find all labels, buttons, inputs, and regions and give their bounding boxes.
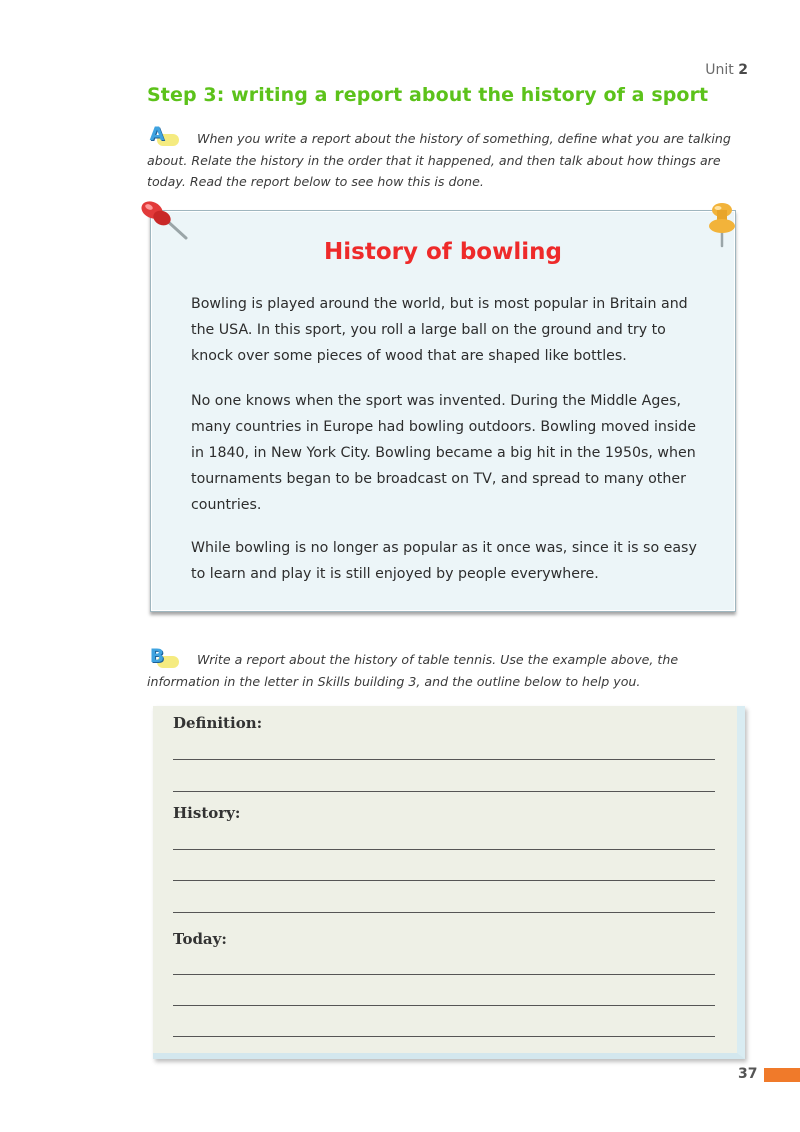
unit-label [705, 62, 748, 78]
unit-number: 2 [738, 62, 748, 78]
today-write-line-2[interactable] [173, 1005, 715, 1006]
report-paragraph-3: While bowling is no longer as popular as it once was, since it is so easy to learn and play it is still enjoyed by people everywhere. [191, 540, 697, 582]
section-b-badge: B [147, 646, 167, 666]
red-pushpin-icon [136, 198, 196, 246]
report-card [150, 210, 736, 612]
today-write-line-1[interactable] [173, 974, 715, 975]
definition-label: Definition: [173, 714, 263, 732]
page-number: 37 [738, 1066, 758, 1082]
definition-write-line-1[interactable] [173, 759, 715, 760]
report-title: History of bowling [324, 239, 562, 265]
definition-write-line-2[interactable] [173, 791, 715, 792]
history-label: History: [173, 804, 241, 822]
yellow-pushpin-icon [702, 200, 742, 250]
report-paragraph-1: Bowling is played around the world, but is most popular in Britain and the USA. In this sport, you roll a large ball on the ground and try to knock over some pieces of wood that are shaped like bottles. [191, 296, 688, 364]
today-write-line-3[interactable] [173, 1036, 715, 1037]
section-b-instruction: Write a report about the history of table tennis. Use the example above, the information in the letter in Skills building 3, and the outline below to help you. [147, 652, 679, 689]
history-write-line-3[interactable] [173, 912, 715, 913]
section-a-instruction: When you write a report about the history of something, define what you are talking about. Relate the history in the order that it happened, and then talk about how things are today. Read the report below to see how this is done. [147, 131, 731, 189]
step-title: Step 3: writing a report about the history of a sport [147, 84, 709, 106]
today-label: Today: [173, 930, 227, 948]
history-write-line-1[interactable] [173, 849, 715, 850]
unit-word: Unit [705, 62, 734, 78]
page-number-bar [764, 1068, 800, 1082]
report-paragraph-2: No one knows when the sport was invented. During the Middle Ages, many countries in Europe had bowling outdoors. Bowling moved inside in 1840, in New York City. Bowling became a big hit in the 1950s, when tournaments began to be broadcast on TV, and spread to many other countries. [191, 393, 696, 513]
history-write-line-2[interactable] [173, 880, 715, 881]
section-a-badge: A [147, 124, 167, 144]
outline-card [153, 706, 745, 1059]
